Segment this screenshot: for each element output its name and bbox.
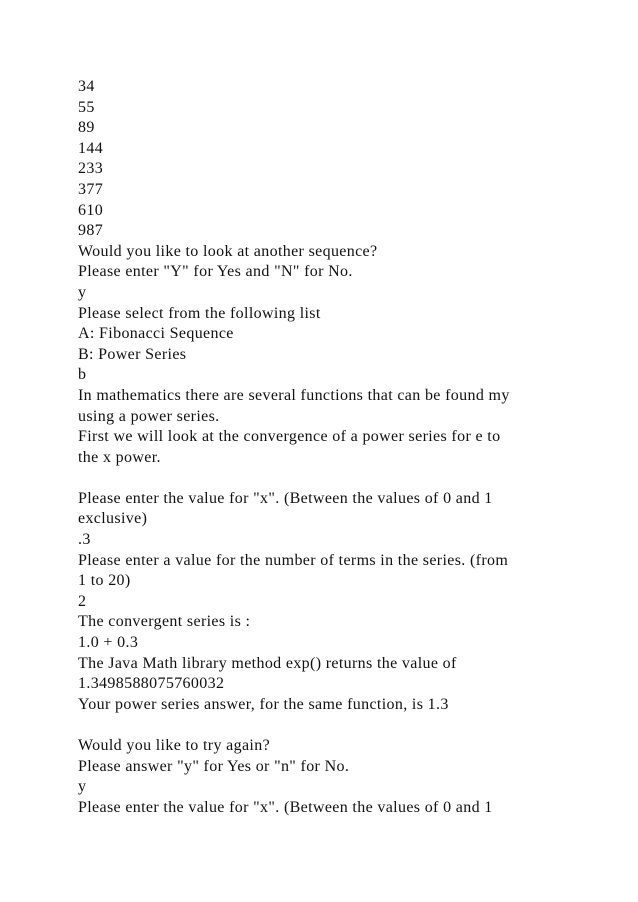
text-line: First we will look at the convergence of a power series for e to (78, 428, 501, 446)
blank-line (78, 468, 598, 489)
text-line: Please select from the following list (78, 304, 321, 322)
text-line: Please enter the value for "x". (Between the values of 0 and 1 (78, 798, 493, 816)
text-line: Please enter the value for "x". (Between the values of 0 and 1 (78, 489, 493, 507)
text-line: Your power series answer, for the same function, is 1.3 (78, 695, 449, 713)
text-line: 610 (78, 201, 104, 219)
text-line: the x power. (78, 448, 161, 466)
text-line: y (78, 283, 87, 301)
text-line: Would you like to look at another sequence? (78, 242, 378, 260)
text-line: 1.3498588075760032 (78, 675, 225, 693)
text-line: 987 (78, 222, 104, 240)
text-line: Please answer "y" for Yes or "n" for No. (78, 757, 350, 775)
text-line: b (78, 366, 87, 384)
text-line: The convergent series is : (78, 613, 251, 631)
text-line: 34 (78, 78, 95, 95)
text-line: Please enter a value for the number of terms in the series. (from (78, 551, 509, 569)
text-line: 2 (78, 592, 87, 610)
blank-line (78, 715, 598, 736)
text-line: Please enter "Y" for Yes and "N" for No. (78, 263, 353, 281)
text-line: 1.0 + 0.3 (78, 634, 139, 652)
text-line: 55 (78, 98, 95, 116)
text-line: .3 (78, 531, 91, 549)
text-line: Would you like to try again? (78, 737, 271, 754)
text-line: In mathematics there are several functions that can be found my (78, 386, 510, 404)
text-line: exclusive) (78, 510, 148, 528)
text-line: 1 to 20) (78, 572, 131, 590)
text-line: 144 (78, 139, 104, 157)
text-line: y (78, 778, 87, 796)
text-line: 377 (78, 180, 104, 198)
text-line: 233 (78, 160, 104, 178)
text-line: The Java Math library method exp() returns the value of (78, 654, 457, 672)
text-line: using a power series. (78, 407, 220, 425)
document-page (78, 77, 598, 818)
text-line: A: Fibonacci Sequence (78, 325, 234, 343)
text-line: B: Power Series (78, 345, 187, 363)
text-line: 89 (78, 119, 95, 137)
